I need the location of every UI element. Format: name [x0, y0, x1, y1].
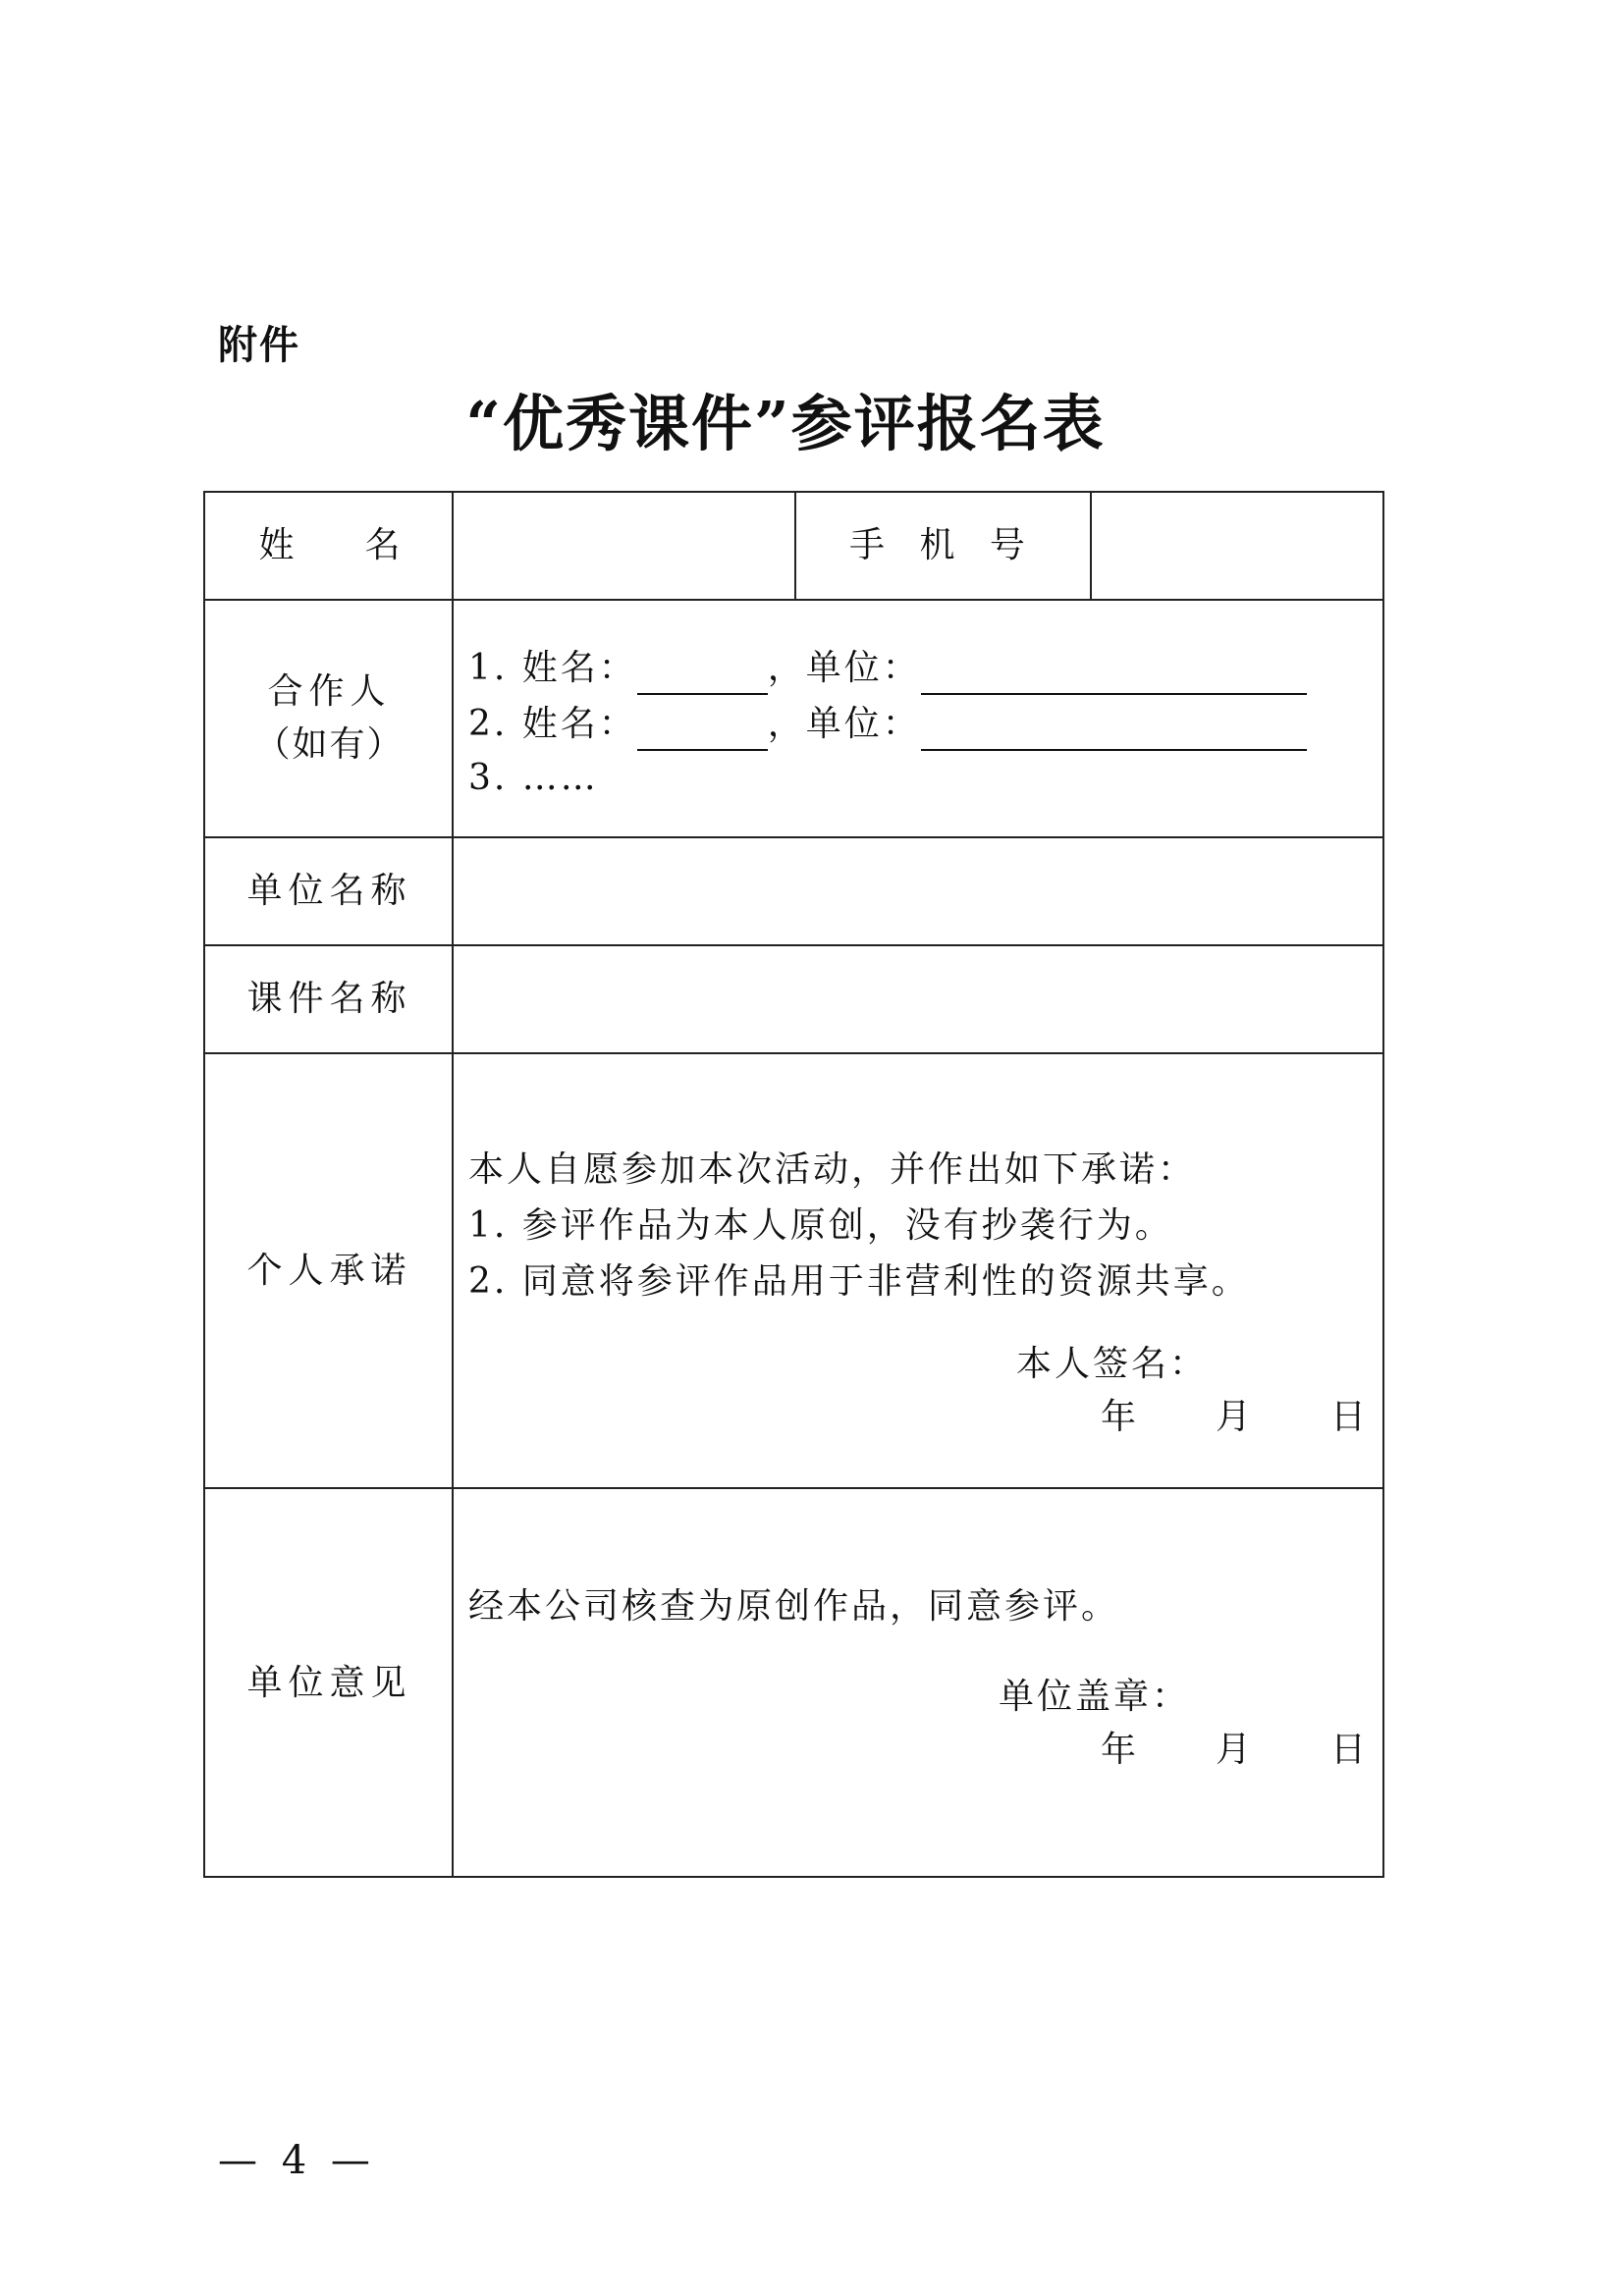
collaborator-2-unit-label: ，单位： [767, 704, 921, 744]
courseware-name-label: 课件名称 [246, 979, 412, 1019]
collaborators-label-note: （如有） [254, 724, 405, 765]
collaborator-2-row [468, 698, 1307, 751]
collaborator-1-row [468, 642, 1307, 695]
pledge-item-2: 2. 同意将参评作品用于非营利性的资源共享。 [468, 1261, 1250, 1302]
stamp-label: 单位盖章： [999, 1677, 1191, 1717]
name-field[interactable] [454, 493, 794, 599]
collaborator-1-name-blank[interactable] [637, 654, 768, 695]
collaborator-2-name-blank[interactable] [637, 710, 768, 751]
page-number: — 4 — [218, 2138, 376, 2183]
collaborators-label: 合作人 [267, 671, 392, 712]
signature-label: 本人签名： [1016, 1344, 1209, 1384]
collaborator-2-unit-blank[interactable] [921, 710, 1307, 751]
unit-name-label: 单位名称 [246, 871, 412, 911]
phone-label: 手 机 号 [849, 525, 1037, 565]
pledge-intro: 本人自愿参加本次活动，并作出如下承诺： [468, 1149, 1197, 1190]
collaborator-1-name-prefix: 1. 姓名： [468, 648, 637, 688]
personal-pledge-label: 个人承诺 [246, 1250, 412, 1291]
collaborators-label-cell [205, 601, 454, 836]
registration-form-table [203, 491, 1384, 1878]
pledge-item-1: 1. 参评作品为本人原创，没有抄袭行为。 [468, 1205, 1173, 1246]
unit-opinion-text: 经本公司核查为原创作品，同意参评。 [468, 1586, 1120, 1627]
collaborator-2-name-prefix: 2. 姓名： [468, 704, 637, 744]
phone-field[interactable] [1092, 493, 1382, 599]
pledge-date: 年 月 日 [1100, 1397, 1369, 1437]
collaborator-more: 3. …… [468, 758, 599, 798]
name-label: 姓 名 [258, 525, 401, 565]
unit-name-field[interactable] [454, 838, 1382, 944]
unit-opinion-label: 单位意见 [246, 1663, 412, 1703]
courseware-name-field[interactable] [454, 946, 1382, 1052]
attachment-label: 附件 [218, 323, 300, 368]
collaborator-1-unit-blank[interactable] [921, 654, 1307, 695]
collaborator-1-unit-label: ，单位： [767, 648, 921, 688]
form-title: “优秀课件”参评报名表 [465, 388, 1106, 459]
opinion-date: 年 月 日 [1100, 1730, 1369, 1770]
